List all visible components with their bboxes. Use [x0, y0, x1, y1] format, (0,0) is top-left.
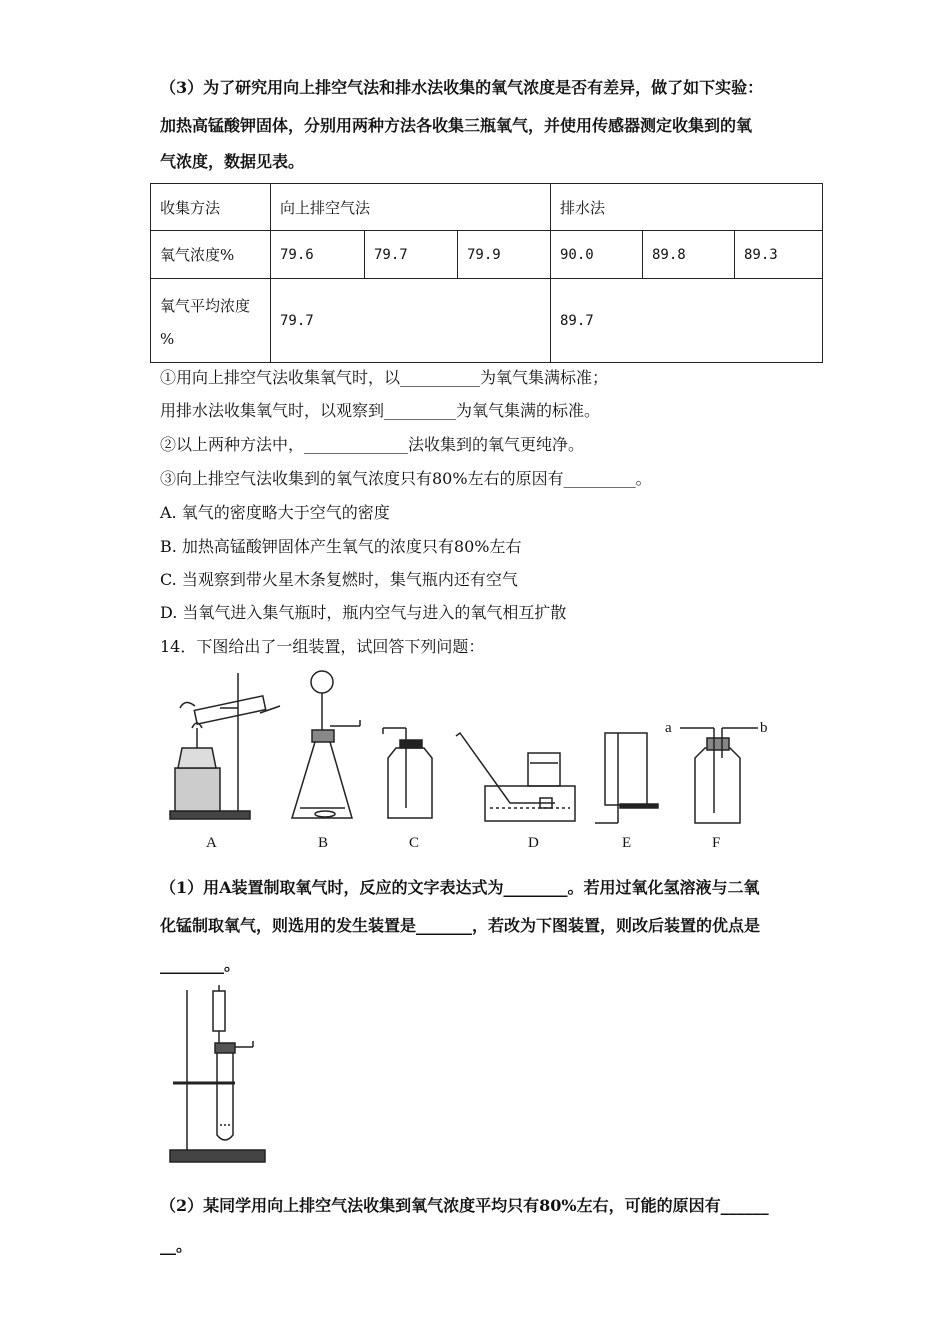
question-3: ③向上排空气法收集到的氧气浓度只有80%左右的原因有_________。 [160, 469, 652, 488]
table-cell: 79.7 [365, 231, 458, 279]
header-method: 收集方法 [151, 184, 271, 231]
apparatus-label-f: F [712, 835, 721, 851]
option-d: D. 当氧气进入集气瓶时，瓶内空气与进入的氧气相互扩散 [160, 603, 567, 622]
question-1b: 用排水法收集氧气时，以观察到_________为氧气集满的标准。 [160, 401, 601, 420]
sub1-line1: （1）用A装置制取氧气时，反应的文字表达式为________。若用过氧化氢溶液与二氧 [160, 878, 760, 897]
part3-line3: 气浓度，数据见表。 [160, 152, 305, 171]
part3-line2: 加热高锰酸钾固体，分别用两种方法各收集三瓶氧气，并使用传感器测定收集到的氧 [160, 116, 753, 135]
apparatus-c-drawing [383, 728, 432, 818]
table-cell: 79.9 [458, 231, 551, 279]
apparatus-label-b: B [318, 835, 329, 851]
table-header-row [151, 184, 823, 231]
apparatus-label-a: A [206, 835, 217, 851]
table-cell: 89.8 [643, 231, 735, 279]
table-cell-avg-up: 79.7 [271, 279, 551, 363]
apparatus-b-drawing [292, 671, 360, 818]
question-14-title: 14．下图给出了一组装置，试回答下列问题： [160, 637, 485, 656]
header-upward-air: 向上排空气法 [271, 184, 551, 231]
apparatus-label-c: C [409, 835, 420, 851]
row-label-average-line1: 氧气平均浓度 [160, 296, 251, 315]
header-water: 排水法 [551, 184, 823, 231]
question-1a: ①用向上排空气法收集氧气时，以__________为氧气集满标准； [160, 368, 609, 387]
apparatus-f-drawing [680, 728, 758, 823]
sub2-line2: __。 [160, 1236, 193, 1255]
apparatus-d-drawing [456, 733, 575, 821]
table-row-concentration [151, 231, 823, 279]
syringe-apparatus-figure [165, 985, 270, 1167]
table-row-average [151, 279, 823, 363]
sub1-line3: ________。 [160, 955, 241, 974]
apparatus-e-drawing [595, 733, 658, 823]
sub2-line1: （2）某同学用向上排空气法收集到氧气浓度平均只有80%左右，可能的原因有______ [160, 1196, 769, 1215]
table-cell: 90.0 [551, 231, 643, 279]
apparatus-a-drawing [170, 673, 280, 819]
apparatus-label-e: E [622, 835, 632, 851]
table-cell: 89.3 [735, 231, 823, 279]
option-b: B. 加热高锰酸钾固体产生氧气的浓度只有80%左右 [160, 537, 522, 556]
apparatus-label-d: D [528, 835, 539, 851]
option-a: A. 氧气的密度略大于空气的密度 [160, 503, 390, 522]
option-c: C. 当观察到带火星木条复燃时，集气瓶内还有空气 [160, 570, 518, 589]
apparatus-figure [160, 668, 790, 833]
port-label-b: b [760, 720, 768, 736]
sub1-line2: 化锰制取氧气，则选用的发生装置是_______，若改为下图装置，则改后装置的优点是 [160, 916, 761, 935]
oxygen-concentration-table [150, 183, 823, 363]
port-label-a: a [665, 720, 672, 736]
row-label-average [151, 279, 271, 363]
table-cell-avg-water: 89.7 [551, 279, 823, 363]
table-cell: 79.6 [271, 231, 365, 279]
part3-line1: （3）为了研究用向上排空气法和排水法收集的氧气浓度是否有差异，做了如下实验： [160, 78, 764, 97]
row-label-average-line2: % [160, 329, 175, 348]
question-2: ②以上两种方法中，_____________法收集到的氧气更纯净。 [160, 435, 585, 454]
row-label-concentration: 氧气浓度% [151, 231, 271, 279]
